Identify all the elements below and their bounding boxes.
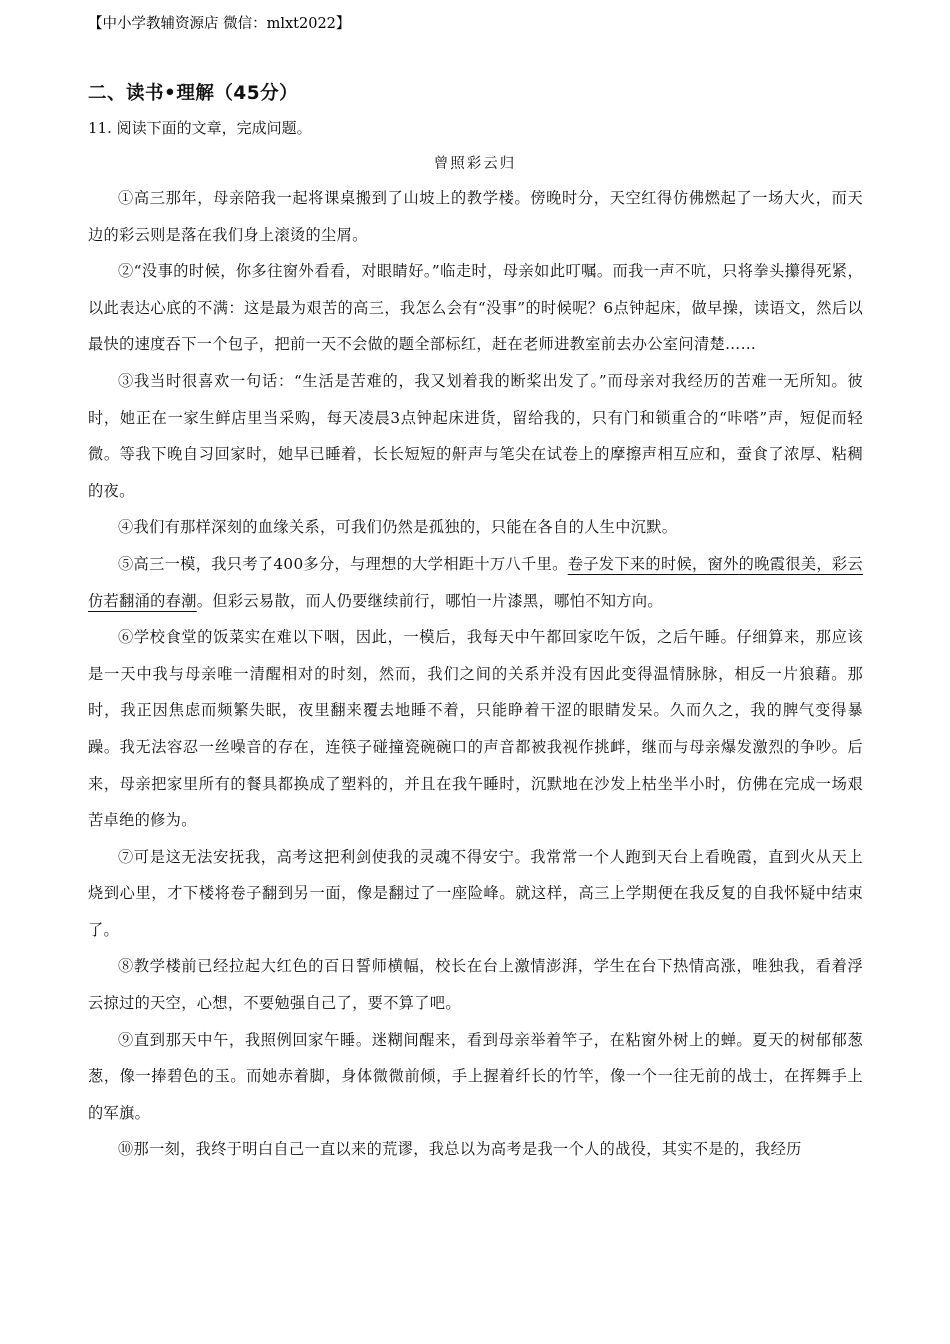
article-title: 曾照彩云归 [433, 156, 517, 172]
paragraph-10: ⑩那一刻，我终于明白自己一直以来的荒谬，我总以为高考是我一个人的战役，其实不是的，我经历 [118, 1140, 802, 1159]
section-title: 二、读书•理解（45分） [88, 83, 299, 104]
question-prompt: 11. 阅读下面的文章，完成问题。 [88, 119, 312, 137]
paragraph-5 [88, 546, 863, 619]
paragraph-7: ⑦可是这无法安抚我，高考这把利剑使我的灵魂不得安宁。我常常一个人跑到天台上看晚霞，直到火从天上烧到心里，才下楼将卷子翻到另一面，像是翻过了一座险峰。就这样，高三上学期便在我反复的自我怀疑中结束了。 [88, 847, 863, 939]
paragraph-6: ⑥学校食堂的饭菜实在难以下咽，因此，一模后，我每天中午都回家吃午饭，之后午睡。仔细算来，那应该是一天中我与母亲唯一清醒相对的时刻，然而，我们之间的关系并没有因此变得温情脉脉，相反一片狼藉。那时，我正因焦虑而频繁失眠，夜里翻来覆去地睡不着，只能睁着干涩的眼睛发呆。久而久之，我的脾气变得暴躁。我无法容忍一丝噪音的存在，连筷子碰撞瓷碗碗口的声音都被我视作挑衅，继而与母亲爆发激烈的争吵。后来，母亲把家里所有的餐具都换成了塑料的，并且在我午睡时，沉默地在沙发上枯坐半小时，仿佛在完成一场艰苦卓绝的修为。 [88, 628, 863, 830]
paragraph-8: ⑧教学楼前已经拉起大红色的百日誓师横幅，校长在台上激情澎湃，学生在台下热情高涨，唯独我，看着浮云掠过的天空，心想，不要勉强自己了，要不算了吧。 [88, 957, 863, 1013]
paragraph-9: ⑨直到那天中午，我照例回家午睡。迷糊间醒来，看到母亲举着竿子，在粘窗外树上的蝉。夏天的树郁郁葱葱，像一捧碧色的玉。而她赤着脚，身体微微前倾，手上握着纤长的竹竿，像一个一往无前的战士，在挥舞手上的军旗。 [88, 1030, 863, 1122]
paragraph-5-before: ⑤高三一模，我只考了400多分，与理想的大学相距十万八千里。 [118, 554, 568, 573]
paragraph-4: ④我们有那样深刻的血缘关系，可我们仍然是孤独的，只能在各自的人生中沉默。 [118, 518, 678, 537]
paragraph-3: ③我当时很喜欢一句话：“生活是苦难的，我又划着我的断桨出发了。”而母亲对我经历的苦难一无所知。彼时，她正在一家生鲜店里当采购，每天凌晨3点钟起床进货，留给我的，只有门和锁重合的“咔嗒”声，短促而轻微。等我下晚自习回家时，她早已睡着，长长短短的鼾声与笔尖在试卷上的摩擦声相互应和，蚕食了浓厚、粘稠的夜。 [88, 371, 863, 500]
underlined-sentence: 卷子发下来的时候，窗外的晚霞很美，彩云仿若翻涌的春潮 [88, 554, 863, 610]
article-body [88, 180, 863, 1168]
watermark-header: 【中小学教辅资源店 微信：mlxt2022】 [88, 16, 351, 32]
paragraph-2: ②“没事的时候，你多往窗外看看，对眼睛好。”临走时，母亲如此叮嘱。而我一声不吭，只将拳头攥得死紧，以此表达心底的不满：这是最为艰苦的高三，我怎么会有“没事”的时候呢？6点钟起床，做早操，读语文，然后以最快的速度吞下一个包子，把前一天不会做的题全部标红，赶在老师进教室前去办公室问清楚…… [88, 262, 863, 354]
paragraph-1: ①高三那年，母亲陪我一起将课桌搬到了山坡上的教学楼。傍晚时分，天空红得仿佛燃起了一场大火，而天边的彩云则是落在我们身上滚烫的尘屑。 [88, 189, 863, 244]
paragraph-5-after: 。但彩云易散，而人仍要继续前行，哪怕一片漆黑，哪怕不知方向。 [196, 591, 663, 610]
